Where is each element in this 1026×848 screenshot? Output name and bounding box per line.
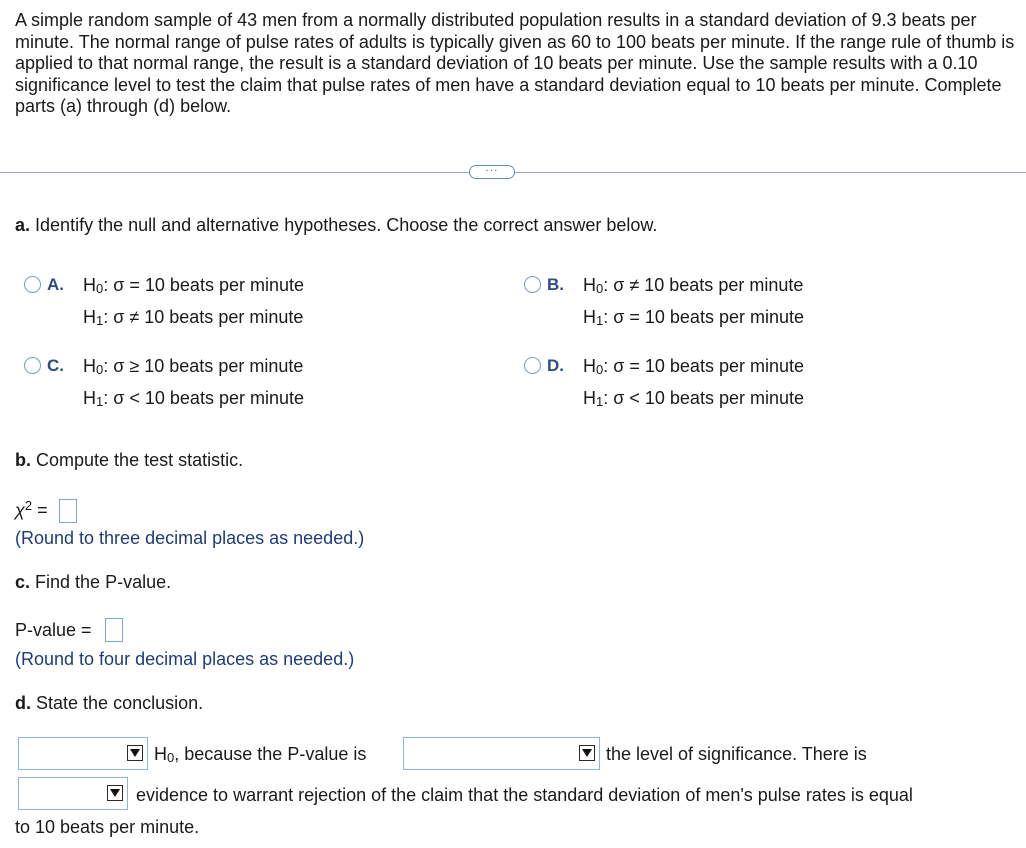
option-c-h1-text: σ < 10 beats per minute <box>113 388 304 408</box>
part-c-text: Find the P-value. <box>35 572 172 592</box>
problem-statement: A simple random sample of 43 men from a normally distributed population results in a standard deviation of 9.3 beats per minute. The normal range of pulse rates of adults is typically given as 60 to 100 beats per minute. If the range rule of thumb is applied to that normal range, the result is a standard deviation of 10 beats per minute. Use the sample results with a 0.10 significance level to test the claim that pulse rates of men have a standard deviation equal to 10 beats per minute. Complete parts (a) through (d) below. <box>15 10 1015 116</box>
option-b-h0: $H_0$: σ ≠ 10 beats per minute <box>583 275 804 296</box>
pvalue-label: P-value = <box>15 620 92 640</box>
test-statistic-input[interactable] <box>59 499 77 523</box>
chevron-down-icon[interactable] <box>579 745 595 761</box>
option-c-h0-text: σ ≥ 10 beats per minute <box>113 356 304 376</box>
option-a-h0-text: σ = 10 beats per minute <box>113 275 304 295</box>
chi-square-label: $\chi^2$ = <box>15 498 48 520</box>
chevron-down-icon[interactable] <box>107 785 123 801</box>
option-d-h1-text: σ < 10 beats per minute <box>613 388 804 408</box>
option-c-h0: $H_0$: σ ≥ 10 beats per minute <box>83 356 304 377</box>
part-a-label: a. <box>15 215 31 235</box>
option-d-letter: D. <box>547 356 564 375</box>
part-c-question <box>15 572 171 593</box>
part-c-label: c. <box>15 572 31 592</box>
option-b-h1: $H_1$: σ = 10 beats per minute <box>583 307 804 328</box>
conclusion-line-1: $H_0$, because the P-value is <box>154 744 367 765</box>
show-more-button[interactable]: ··· <box>469 165 515 179</box>
option-b-radio[interactable] <box>524 276 541 293</box>
conclusion-line-3: to 10 beats per minute. <box>15 817 200 837</box>
option-d-radio[interactable] <box>524 357 541 374</box>
part-d-label: d. <box>15 693 31 713</box>
chevron-down-icon[interactable] <box>127 745 143 761</box>
option-c-letter: C. <box>47 356 64 375</box>
reject-decision-dropdown[interactable] <box>18 737 148 770</box>
comparison-dropdown[interactable] <box>403 737 600 770</box>
part-a-text: Identify the null and alternative hypotheses. Choose the correct answer below. <box>35 215 658 235</box>
conclusion-line-1-end: the level of significance. There is <box>606 744 867 764</box>
option-d-h1: $H_1$: σ < 10 beats per minute <box>583 388 804 409</box>
part-c-hint: (Round to four decimal places as needed.) <box>15 649 355 669</box>
option-c-radio[interactable] <box>24 357 41 374</box>
option-b-letter: B. <box>547 275 564 294</box>
option-c-h1: $H_1$: σ < 10 beats per minute <box>83 388 304 409</box>
evidence-dropdown[interactable] <box>18 777 128 810</box>
option-b-h1-text: σ = 10 beats per minute <box>613 307 804 327</box>
part-b-hint: (Round to three decimal places as needed.) <box>15 528 365 548</box>
option-a-h1-text: σ ≠ 10 beats per minute <box>113 307 304 327</box>
option-a-radio[interactable] <box>24 276 41 293</box>
part-a-question <box>15 215 657 236</box>
option-d-h0-text: σ = 10 beats per minute <box>613 356 804 376</box>
part-b-label: b. <box>15 450 31 470</box>
option-a-h0: $H_0$: σ = 10 beats per minute <box>83 275 304 296</box>
option-a-letter: A. <box>47 275 64 294</box>
part-d-text: State the conclusion. <box>36 693 204 713</box>
pvalue-input[interactable] <box>105 618 123 642</box>
part-d-question <box>15 693 203 714</box>
part-b-question <box>15 450 243 471</box>
conclusion-line-2: evidence to warrant rejection of the claim that the standard deviation of men's pulse rates is equal <box>136 785 913 805</box>
option-d-h0: $H_0$: σ = 10 beats per minute <box>583 356 804 377</box>
option-a-h1: $H_1$: σ ≠ 10 beats per minute <box>83 307 304 328</box>
option-b-h0-text: σ ≠ 10 beats per minute <box>613 275 804 295</box>
part-b-text: Compute the test statistic. <box>36 450 244 470</box>
